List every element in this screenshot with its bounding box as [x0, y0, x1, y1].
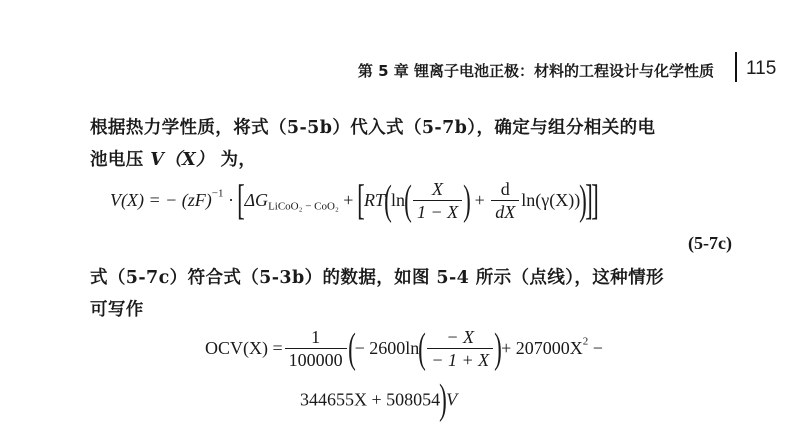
left-bracket-outer: [ — [237, 177, 246, 224]
paragraph2-line-1: 式（5-7c）符合式（5-3b）的数据，如图 5-4 所示（点线），这种情形 — [90, 268, 664, 288]
paragraph2-line-2: 可写作 — [90, 300, 144, 320]
equation-5-7c — [110, 178, 598, 223]
ocv-fraction-denominator: − 1 + X — [431, 350, 490, 370]
eq-delta-g: ΔG — [244, 190, 269, 210]
eq-lhs: V(X) = − (zF) — [110, 190, 212, 210]
right-paren: ) — [579, 177, 588, 224]
ocv-coefficient-denominator: 100000 — [288, 350, 343, 370]
eq-fraction — [413, 178, 462, 223]
eq-plus-2: + — [470, 190, 490, 210]
eq-ln: ln — [390, 190, 405, 210]
paragraph-line-1: 根据热力学性质，将式（5-5b）代入式（5-7b），确定与组分相关的电 — [90, 118, 656, 138]
paragraph-line-2-suffix: 为， — [220, 150, 257, 170]
left-bracket-inner: [ — [357, 177, 365, 224]
ocv-coefficient — [285, 326, 347, 371]
eq-fraction-numerator: X — [413, 178, 462, 201]
ocv-right-paren: ) — [439, 377, 448, 423]
ocv-term-2-exponent: 2 — [582, 335, 589, 348]
ocv-ln-right-paren: ) — [494, 325, 502, 372]
eq-inverse-exponent: −1 — [211, 187, 224, 200]
paragraph-line-2-prefix: 池电压 — [90, 150, 144, 170]
page-number: 115 — [746, 58, 777, 79]
ocv-ln-left-paren: ( — [418, 325, 427, 372]
ocv-term-1: − 2600ln — [354, 338, 420, 358]
left-paren: ( — [384, 177, 392, 224]
ocv-left-paren: ( — [347, 325, 356, 372]
ocv-line-2: 344655X + 508054 — [300, 389, 441, 410]
header-divider — [735, 52, 737, 82]
left-paren-ln: ( — [404, 177, 412, 224]
right-bracket-inner: ] — [585, 177, 594, 224]
equation-number: (5-7c) — [688, 233, 732, 253]
running-header: 第 5 章 锂离子电池正极：材料的工程设计与化学性质 — [357, 62, 714, 80]
equation-ocv-line-1 — [205, 326, 603, 371]
ocv-fraction-numerator: − X — [427, 326, 493, 349]
eq-derivative — [491, 178, 519, 223]
eq-fraction-denominator: 1 − X — [416, 202, 459, 222]
ocv-coefficient-numerator: 1 — [285, 326, 347, 349]
eq-plus: + — [338, 190, 358, 210]
ocv-unit: V — [446, 389, 458, 410]
eq-derivative-numerator: d — [491, 178, 519, 201]
voltage-variable: V（X） — [150, 150, 214, 170]
paragraph-line-2 — [90, 146, 256, 171]
ocv-term-2: + 207000X — [501, 338, 583, 358]
right-paren-ln: ) — [463, 177, 471, 224]
ocv-lhs: OCV(X) = — [205, 338, 283, 358]
eq-dot: · — [223, 190, 239, 210]
eq-delta-g-subscript: LiCoO₂ − CoO₂ — [268, 200, 339, 213]
eq-rt: RT — [363, 190, 385, 210]
eq-ln-gamma: ln(γ(X)) — [521, 190, 581, 210]
ocv-fraction — [427, 326, 493, 371]
equation-ocv-line-2 — [300, 377, 458, 423]
eq-derivative-denominator: dX — [495, 202, 516, 222]
right-bracket-outer: ] — [591, 177, 600, 224]
ocv-term-2-tail: − — [588, 338, 603, 358]
